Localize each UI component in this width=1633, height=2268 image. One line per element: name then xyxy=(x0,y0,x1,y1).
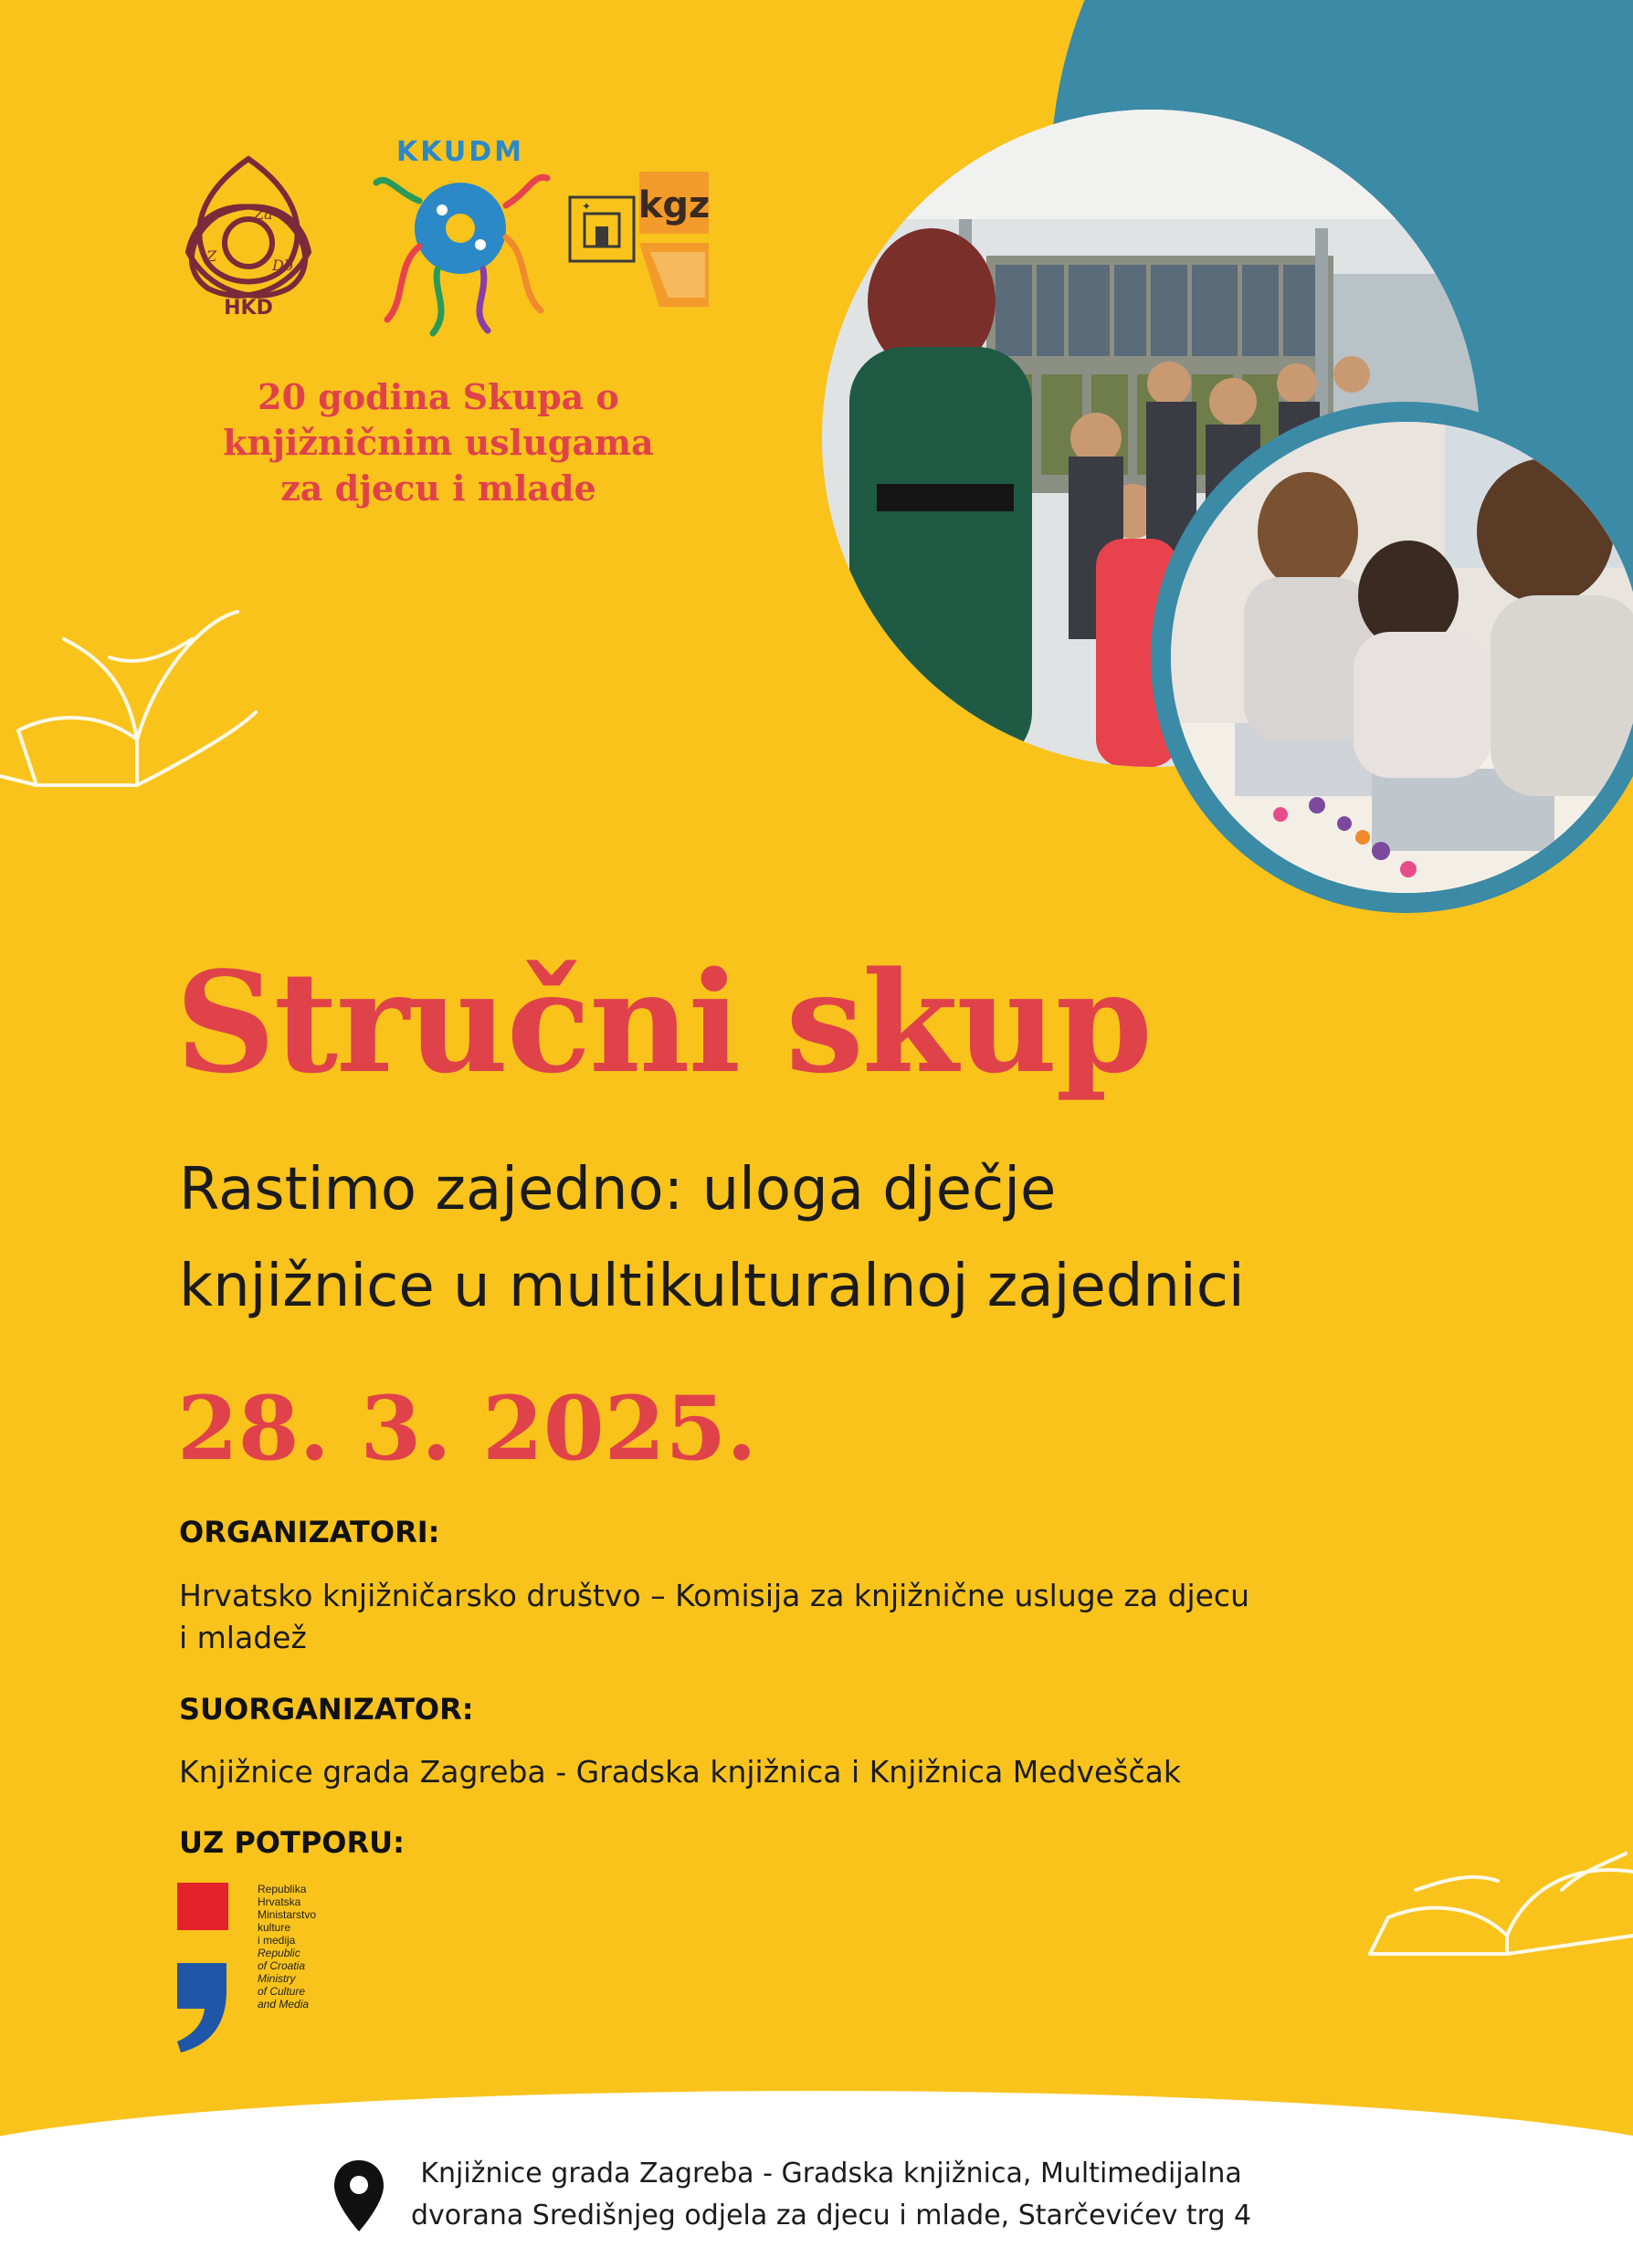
kgz-logo xyxy=(568,170,714,316)
ministry-line: Ministarstvo xyxy=(258,1908,317,1921)
hkd-logo xyxy=(170,152,327,321)
ministry-line: kulture xyxy=(258,1921,291,1934)
anniversary-line-3: za djecu i mlade xyxy=(280,467,596,509)
support-label: UZ POTPORU: xyxy=(179,1825,405,1860)
kkudm-logo xyxy=(369,128,552,338)
organizers-label: ORGANIZATORI: xyxy=(179,1515,440,1549)
anniversary-line-1: 20 godina Skupa o xyxy=(258,376,619,417)
svg-text:KKUDM: KKUDM xyxy=(395,136,525,168)
ministry-line: Republika xyxy=(258,1883,307,1895)
anniversary-text xyxy=(164,374,712,511)
location-line-2: dvorana Središnjeg odjela za djecu i mlade, Starčevićev trg 4 xyxy=(411,2200,1252,2231)
ministry-of-culture-logo xyxy=(175,1881,239,2054)
coorganizer-text: Knjižnice grada Zagreba - Gradska knjižnica i Knjižnica Medveščak xyxy=(179,1754,1182,1790)
ministry-line: i medija xyxy=(258,1934,296,1947)
photo-children-crafting xyxy=(1171,422,1633,893)
svg-text:Z: Z xyxy=(206,247,217,265)
ministry-line: Hrvatska xyxy=(258,1895,301,1908)
ministry-text xyxy=(258,1883,316,2011)
open-book-doodle-left xyxy=(0,603,265,794)
organizers-line-2: i mladež xyxy=(179,1620,307,1655)
organizers-line-1: Hrvatsko knjižničarsko društvo – Komisija za knjižnične usluge za djecu xyxy=(179,1578,1249,1613)
subtitle-line-2: knjižnice u multikulturalnoj zajednici xyxy=(179,1253,1245,1320)
location-line-1: Knjižnice grada Zagreba - Gradska knjižnica, Multimedijalna xyxy=(420,2158,1242,2189)
organizers-text xyxy=(179,1575,1249,1659)
subtitle-line-1: Rastimo zajedno: uloga dječje xyxy=(179,1156,1057,1223)
svg-text:HKD: HKD xyxy=(224,297,273,320)
ministry-line-en: of Croatia xyxy=(258,1959,306,1972)
location-pin-icon xyxy=(332,2158,385,2233)
open-book-doodle-right xyxy=(1361,1835,1633,1972)
svg-text:Za: Za xyxy=(254,205,273,223)
svg-text:kgz: kgz xyxy=(637,184,711,226)
svg-text:✦: ✦ xyxy=(582,200,592,213)
ministry-line-en: Ministry xyxy=(258,1972,296,1985)
event-subtitle xyxy=(179,1141,1549,1335)
ministry-line-en: Republic xyxy=(258,1947,300,1959)
svg-text:Db: Db xyxy=(272,257,294,274)
coorganizer-label: SUORGANIZATOR: xyxy=(179,1692,474,1727)
crafting-photo-illustration xyxy=(1171,422,1633,893)
ministry-line-en: of Culture xyxy=(258,1985,306,1998)
event-title: Stručni skup xyxy=(175,940,1151,1104)
event-date: 28. 3. 2025. xyxy=(177,1377,757,1480)
event-location xyxy=(411,2153,1251,2237)
ministry-line-en: and Media xyxy=(258,1998,310,2011)
anniversary-line-2: knjižničnim uslugama xyxy=(223,422,654,463)
